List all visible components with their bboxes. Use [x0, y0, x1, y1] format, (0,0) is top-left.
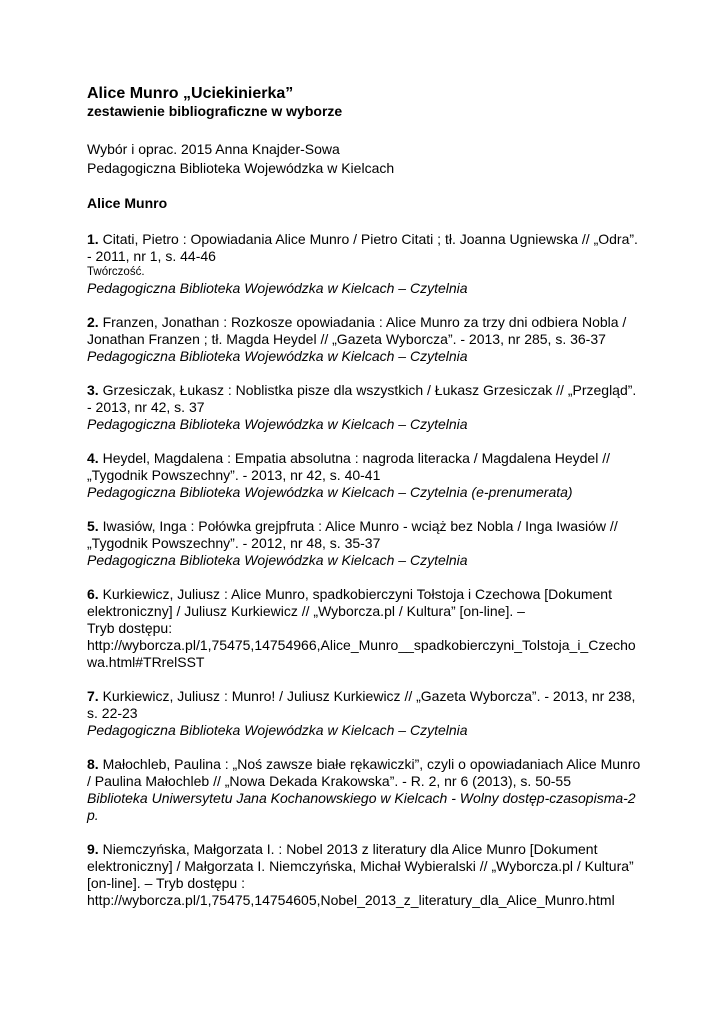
document-subtitle: zestawienie bibliograficzne w wyborze — [87, 103, 343, 119]
document-title: Alice Munro „Uciekinierka” — [87, 85, 294, 102]
section-heading: Alice Munro — [87, 195, 168, 211]
entry-location: Pedagogiczna Biblioteka Wojewódzka w Kielcach – Czytelnia — [87, 280, 468, 296]
compiler-line: Wybór i oprac. 2015 Anna Knajder-Sowa — [87, 141, 340, 157]
entry-location: Pedagogiczna Biblioteka Wojewódzka w Kielcach – Czytelnia — [87, 348, 468, 364]
entry-citation: Niemczyńska, Małgorzata I. : Nobel 2013 z literatury dla Alice Munro [Dokument elektroniczny] / Małgorzata I. Niemczyńska, Michał Wybieralski // „Wyborcza.pl / Kultura” [on-line]. – Tryb dostępu : — [87, 841, 634, 891]
entry-citation: Kurkiewicz, Juliusz : Alice Munro, spadkobierczyni Tołstoja i Czechowa [Dokument elektroniczny] / Juliusz Kurkiewicz // „Wyborcza.pl / Kultura” [on-line]. – — [87, 586, 612, 619]
bibliography-entry — [87, 382, 643, 433]
entry-number: 2. — [87, 314, 99, 330]
entry-number: 5. — [87, 518, 99, 534]
bibliography-entry — [87, 841, 643, 909]
entry-location: Pedagogiczna Biblioteka Wojewódzka w Kielcach – Czytelnia — [87, 416, 468, 432]
entry-citation: Grzesiczak, Łukasz : Noblistka pisze dla wszystkich / Łukasz Grzesiczak // „Przegląd”. - 2013, nr 42, s. 37 — [87, 382, 637, 415]
entry-location: Pedagogiczna Biblioteka Wojewódzka w Kielcach – Czytelnia — [87, 722, 468, 738]
entry-number: 7. — [87, 688, 99, 704]
entry-number: 1. — [87, 231, 99, 247]
entry-number: 4. — [87, 450, 99, 466]
document-page — [87, 84, 643, 926]
bibliography-entry — [87, 518, 643, 569]
entry-location: Biblioteka Uniwersytetu Jana Kochanowskiego w Kielcach - Wolny dostęp-czasopisma-2 p. — [87, 790, 636, 823]
entry-location: Pedagogiczna Biblioteka Wojewódzka w Kielcach – Czytelnia (e-prenumerata) — [87, 484, 573, 500]
entry-location: Pedagogiczna Biblioteka Wojewódzka w Kielcach – Czytelnia — [87, 552, 468, 568]
entry-number: 3. — [87, 382, 99, 398]
bibliography-entry — [87, 756, 643, 824]
institution-line: Pedagogiczna Biblioteka Wojewódzka w Kielcach — [87, 160, 395, 176]
entry-number: 6. — [87, 586, 99, 602]
entry-access-label: Tryb dostępu: — [87, 620, 173, 636]
entry-citation: Citati, Pietro : Opowiadania Alice Munro / Pietro Citati ; tł. Joanna Ugniewska // „Odra”. - 2011, nr 1, s. 44-46 — [87, 231, 638, 264]
entry-citation: Heydel, Magdalena : Empatia absolutna : nagroda literacka / Magdalena Heydel // „Tygodnik Powszechny”. - 2013, nr 42, s. 40-41 — [87, 450, 610, 483]
bibliography-entry — [87, 450, 643, 501]
bibliography-list — [87, 231, 643, 909]
bibliography-entry — [87, 688, 643, 739]
entry-citation: Franzen, Jonathan : Rozkosze opowiadania : Alice Munro za trzy dni odbiera Nobla / Jonathan Franzen ; tł. Magda Heydel // „Gazeta Wyborcza”. - 2013, nr 285, s. 36-37 — [87, 314, 627, 347]
entry-url[interactable]: http://wyborcza.pl/1,75475,14754605,Nobel_2013_z_literatury_dla_Alice_Munro.html — [87, 892, 615, 908]
bibliography-entry — [87, 586, 643, 671]
bibliography-entry — [87, 314, 643, 365]
entry-number: 8. — [87, 756, 99, 772]
entry-citation: Iwasiów, Inga : Połówka grejpfruta : Alice Munro - wciąż bez Nobla / Inga Iwasiów // „Tygodnik Powszechny”. - 2012, nr 48, s. 35-37 — [87, 518, 618, 551]
entry-url[interactable]: http://wyborcza.pl/1,75475,14754966,Alice_Munro__spadkobierczyni_Tolstoja_i_Czechowa.html#TRrelSST — [87, 637, 636, 670]
entry-citation: Kurkiewicz, Juliusz : Munro! / Juliusz Kurkiewicz // „Gazeta Wyborcza”. - 2013, nr 238, s. 22-23 — [87, 688, 636, 721]
bibliography-entry — [87, 231, 643, 297]
entry-number: 9. — [87, 841, 99, 857]
entry-note: Twórczość. — [87, 266, 145, 278]
entry-citation: Małochleb, Paulina : „Noś zawsze białe rękawiczki”, czyli o opowiadaniach Alice Munro / Paulina Małochleb // „Nowa Dekada Krakowska”. - R. 2, nr 6 (2013), s. 50-55 — [87, 756, 641, 789]
document-meta — [87, 140, 643, 178]
